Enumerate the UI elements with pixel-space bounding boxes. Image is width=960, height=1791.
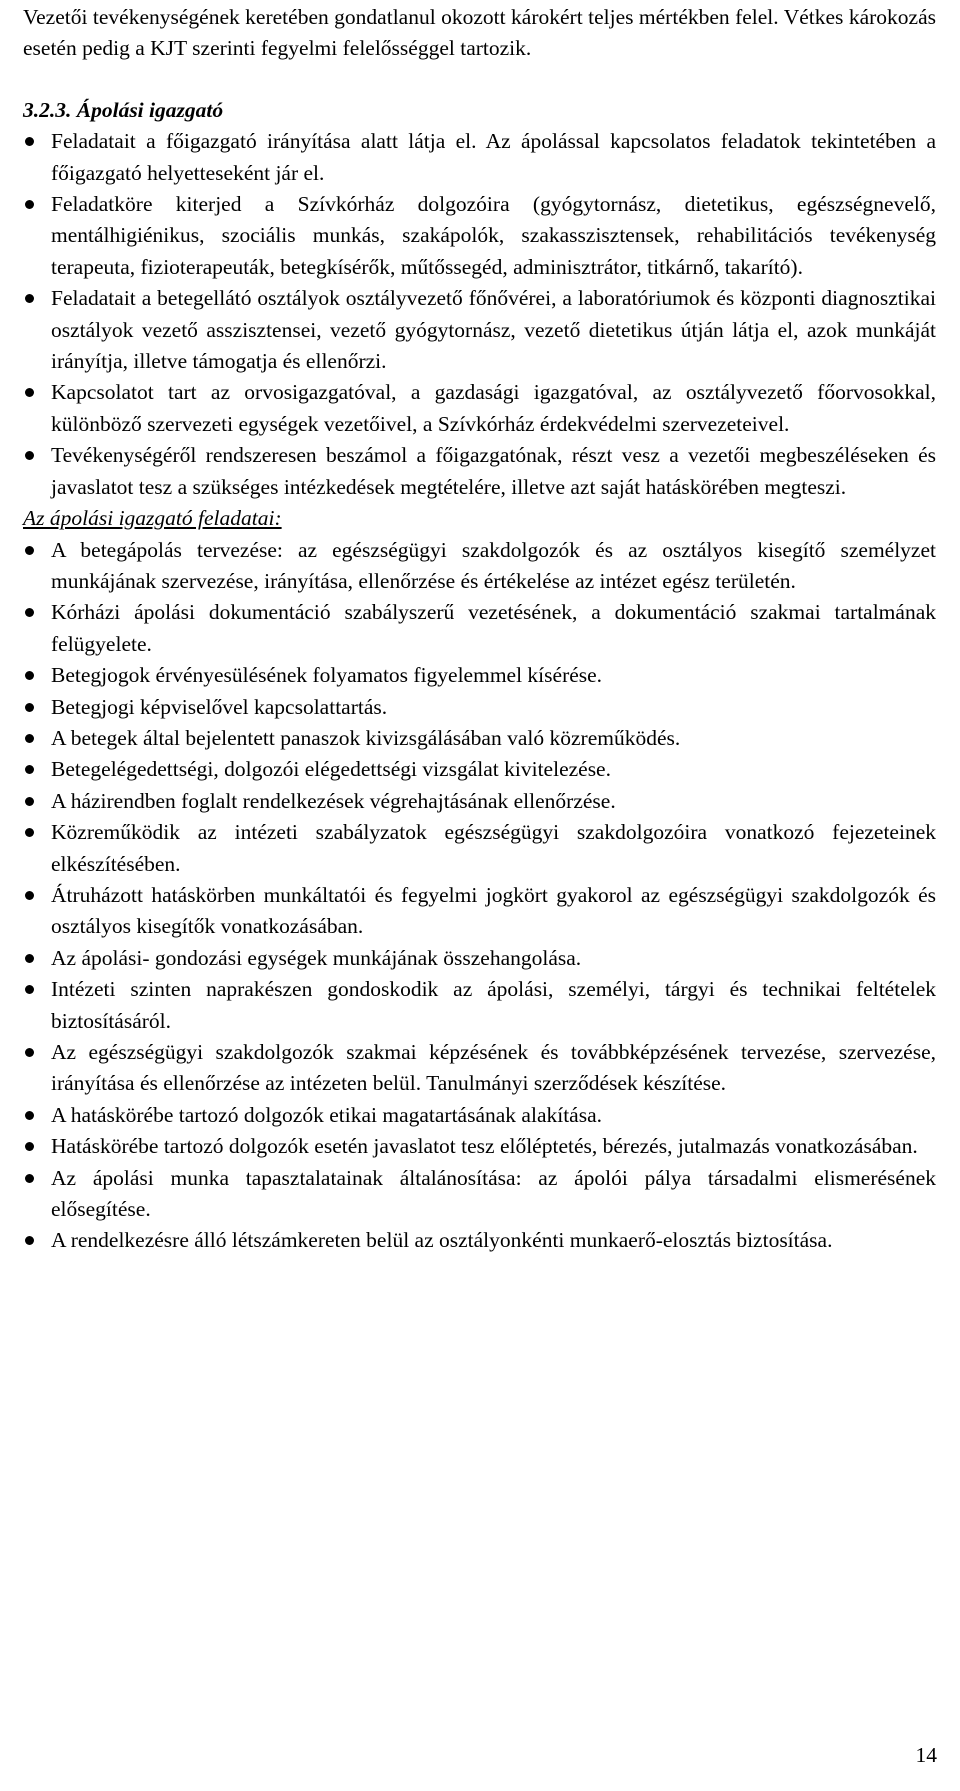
list-item: Betegelégedettségi, dolgozói elégedettségi vizsgálat kivitelezése. xyxy=(23,754,936,785)
section-heading: 3.2.3. Ápolási igazgató xyxy=(23,97,224,122)
list-item: Betegjogi képviselővel kapcsolattartás. xyxy=(23,692,936,723)
list-item: Az ápolási- gondozási egységek munkájának összehangolása. xyxy=(23,943,936,974)
list-item: A betegápolás tervezése: az egészségügyi szakdolgozók és az osztályos kisegítő személyzet munkájának szervezése, irányítása, ellenőrzése és értékelése az intézet egész területén. xyxy=(23,535,936,598)
list-item: Hatáskörébe tartozó dolgozók esetén javaslatot tesz előléptetés, bérezés, jutalmazás vonatkozásában. xyxy=(23,1131,936,1162)
list-item: Feladatait a főigazgató irányítása alatt látja el. Az ápolással kapcsolatos feladatok tekintetében a főigazgató helyetteseként jár el. xyxy=(23,126,936,189)
list-item: A házirendben foglalt rendelkezések végrehajtásának ellenőrzése. xyxy=(23,786,936,817)
document-page xyxy=(23,2,936,1257)
list-item: Átruházott hatáskörben munkáltatói és fegyelmi jogkört gyakorol az egészségügyi szakdolgozók és osztályos kisegítők vonatkozásában. xyxy=(23,880,936,943)
list-item: Feladatait a betegellátó osztályok osztályvezető főnővérei, a laboratóriumok és központi diagnosztikai osztályok vezető asszisztensei, vezető gyógytornász, vezető dietetikus útján látja el, azok munkáját irányítja, illetve támogatja és ellenőrzi. xyxy=(23,283,936,377)
list-item: Az ápolási munka tapasztalatainak általánosítása: az ápolói pálya társadalmi elismerésének elősegítése. xyxy=(23,1163,936,1226)
list-item: Közreműködik az intézeti szabályzatok egészségügyi szakdolgozóira vonatkozó fejezeteinek elkészítésében. xyxy=(23,817,936,880)
section-list xyxy=(23,126,936,503)
list-item: Intézeti szinten naprakészen gondoskodik az ápolási, személyi, tárgyi és technikai feltételek biztosításáról. xyxy=(23,974,936,1037)
list-item: A hatáskörébe tartozó dolgozók etikai magatartásának alakítása. xyxy=(23,1100,936,1131)
page-number: 14 xyxy=(915,1743,937,1767)
duties-heading: Az ápolási igazgató feladatai: xyxy=(23,506,282,531)
list-item: Feladatköre kiterjed a Szívkórház dolgozóira (gyógytornász, dietetikus, egészségnevelő, mentálhigiénikus, szociális munkás, szakápolók, szakasszisztensek, rehabilitációs tevékenység terapeuta, fizioterapeuták, betegkísérők, műtőssegéd, adminisztrátor, titkárnő, takarító). xyxy=(23,189,936,283)
list-item: A betegek által bejelentett panaszok kivizsgálásában való közreműködés. xyxy=(23,723,936,754)
list-item: Kapcsolatot tart az orvosigazgatóval, a gazdasági igazgatóval, az osztályvezető főorvosokkal, különböző szervezeti egységek vezetőivel, a Szívkórház érdekvédelmi szervezeteivel. xyxy=(23,377,936,440)
duties-list xyxy=(23,535,936,1257)
list-item: A rendelkezésre álló létszámkereten belül az osztályonkénti munkaerő-elosztás biztosítása. xyxy=(23,1225,936,1256)
list-item: Az egészségügyi szakdolgozók szakmai képzésének és továbbképzésének tervezése, szervezése, irányítása és ellenőrzése az intézeten belül. Tanulmányi szerződések készítése. xyxy=(23,1037,936,1100)
list-item: Kórházi ápolási dokumentáció szabályszerű vezetésének, a dokumentáció szakmai tartalmának felügyelete. xyxy=(23,597,936,660)
list-item: Betegjogok érvényesülésének folyamatos figyelemmel kísérése. xyxy=(23,660,936,691)
list-item: Tevékenységéről rendszeresen beszámol a főigazgatónak, részt vesz a vezetői megbeszéléseken és javaslatot tesz a szükséges intézkedések megtételére, illetve azt saját hatáskörében megteszi. xyxy=(23,440,936,503)
intro-paragraph: Vezetői tevékenységének keretében gondatlanul okozott károkért teljes mértékben felel. Vétkes károkozás esetén pedig a KJT szerinti fegyelmi felelősséggel tartozik. xyxy=(23,5,936,61)
